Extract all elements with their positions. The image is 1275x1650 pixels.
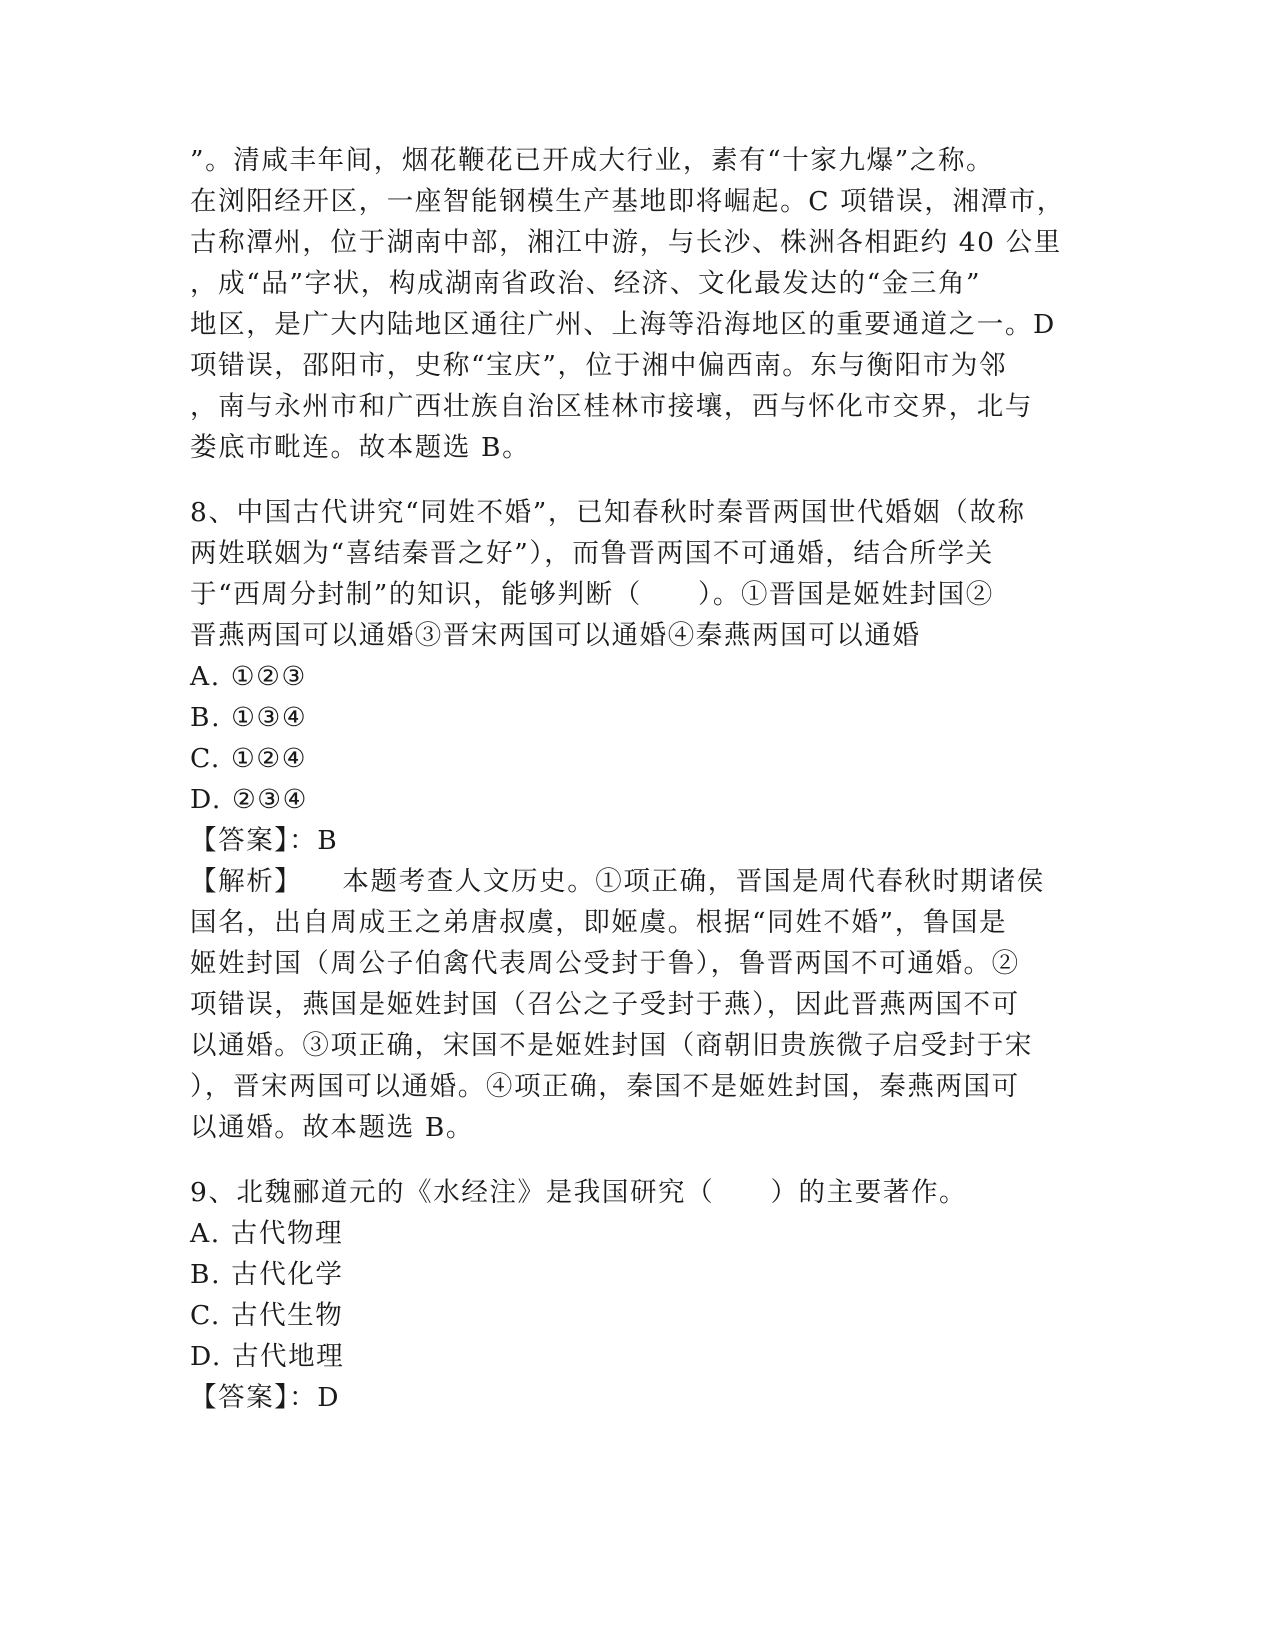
q8-analysis-line-4: 项错误，燕国是姬姓封国（召公之子受封于燕），因此晋燕两国不可	[190, 989, 1020, 1020]
q8-analysis-line-1	[190, 864, 1045, 900]
q8-answer	[190, 823, 338, 859]
q8-answer-value: B	[317, 825, 339, 856]
q9-answer-label: 【答案】：	[190, 1382, 318, 1413]
q9-option-a: A. 古代物理	[190, 1218, 344, 1249]
q8-analysis-label: 【解析】	[190, 866, 303, 897]
q9-option-d: D. 古代地理	[190, 1341, 345, 1372]
q8-analysis-text-1: 本题考查人文历史。①项正确，晋国是周代春秋时期诸侯	[342, 866, 1045, 897]
q9-option-c: C. 古代生物	[190, 1300, 344, 1331]
q8-stem-line-2: 两姓联姻为“喜结秦晋之好”），而鲁晋两国不可通婚，结合所学关	[190, 538, 994, 569]
q8-analysis-line-6: ），晋宋两国可以通婚。④项正确，秦国不是姬姓封国，秦燕两国可	[190, 1071, 1020, 1102]
q8-option-d: D. ②③④	[190, 784, 309, 815]
prev-analysis-line-7: ，南与永州市和广西壮族自治区桂林市接壤，西与怀化市交界，北与	[190, 391, 1033, 422]
prev-analysis-line-4: ，成“品”字状，构成湖南省政治、经济、文化最发达的“金三角”	[190, 268, 982, 299]
prev-analysis-line-8: 娄底市毗连。故本题选 B。	[190, 432, 531, 463]
prev-analysis-line-2: 在浏阳经开区，一座智能钢模生产基地即将崛起。C 项错误，湘潭市，	[190, 186, 1065, 217]
q8-stem-line-1: 8、中国古代讲究“同姓不婚”，已知春秋时秦晋两国世代婚姻（故称	[190, 497, 1026, 528]
q8-option-c: C. ①②④	[190, 743, 308, 774]
q8-option-b: B. ①③④	[190, 702, 308, 733]
q8-answer-label: 【答案】：	[190, 825, 318, 856]
q8-analysis-line-5: 以通婚。③项正确，宋国不是姬姓封国（商朝旧贵族微子启受封于宋	[190, 1030, 1033, 1061]
q8-analysis-line-3: 姬姓封国（周公子伯禽代表周公受封于鲁），鲁晋两国不可通婚。②	[190, 948, 1020, 979]
prev-analysis-line-6: 项错误，邵阳市，史称“宝庆”，位于湘中偏西南。东与衡阳市为邻	[190, 350, 1008, 381]
q9-answer-value: D	[317, 1382, 341, 1413]
q9-answer	[190, 1380, 340, 1416]
q8-analysis-line-7: 以通婚。故本题选 B。	[190, 1112, 474, 1143]
prev-analysis-line-1: ”。清咸丰年间，烟花鞭花已开成大行业，素有“十家九爆”之称。	[190, 145, 995, 176]
prev-analysis-line-3: 古称潭州，位于湖南中部，湘江中游，与长沙、株洲各相距约 40 公里	[190, 227, 1062, 258]
prev-analysis-line-5: 地区，是广大内陆地区通往广州、上海等沿海地区的重要通道之一。D	[190, 309, 1056, 340]
q9-option-b: B. 古代化学	[190, 1259, 344, 1290]
q8-stem-line-4: 晋燕两国可以通婚③晋宋两国可以通婚④秦燕两国可以通婚	[190, 620, 921, 651]
q8-option-a: A. ①②③	[190, 661, 307, 692]
q9-stem: 9、北魏郦道元的《水经注》是我国研究（ ）的主要著作。	[190, 1177, 968, 1208]
q8-stem-line-3: 于“西周分封制”的知识，能够判断（ ）。①晋国是姬姓封国②	[190, 579, 994, 610]
q8-analysis-line-2: 国名，出自周成王之弟唐叔虞，即姬虞。根据“同姓不婚”，鲁国是	[190, 907, 1008, 938]
